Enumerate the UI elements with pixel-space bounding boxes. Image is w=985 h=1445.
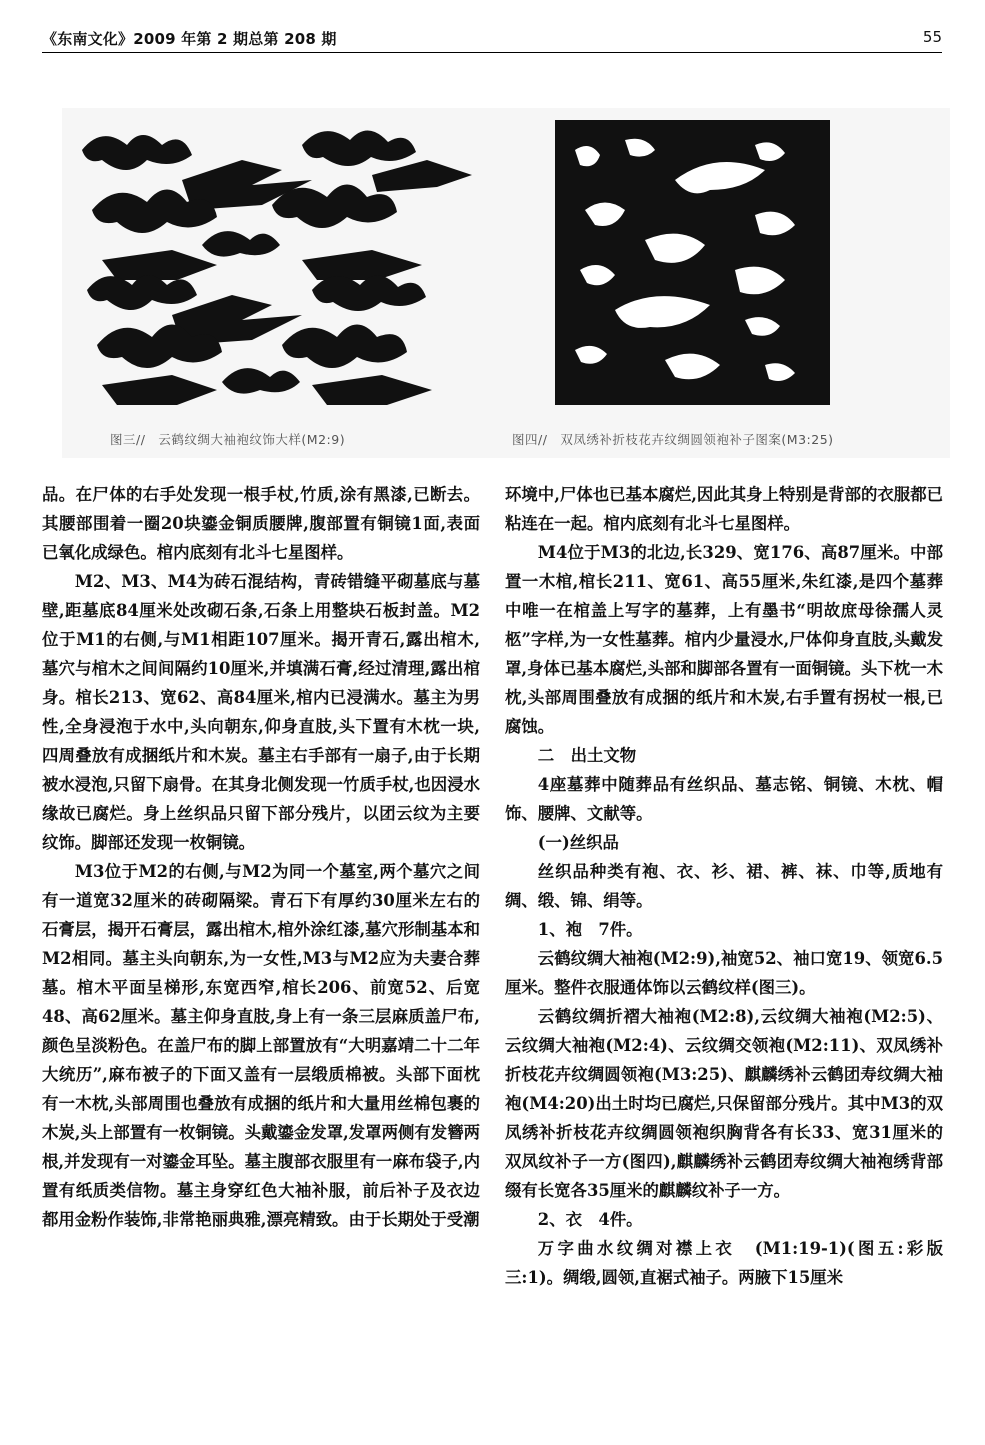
left-column: [42, 480, 480, 1234]
header-rule: [42, 52, 942, 53]
paragraph: 品。在尸体的右手处发现一根手杖,竹质,涂有黑漆,已断去。其腰部围着一圈20块鎏金铜质腰牌,腹部置有铜镜1面,表面已氧化成绿色。棺内底刻有北斗七星图样。: [42, 485, 480, 562]
item-heading: 1、袍 7件。: [537, 920, 643, 939]
paragraph: 万字曲水纹绸对襟上衣 (M1:19-1)(图五:彩版三:1)。绸缎,圆领,直裾式袖子。两腋下15厘米: [505, 1239, 943, 1287]
page-number: 55: [922, 28, 942, 46]
paragraph: 丝织品种类有袍、衣、衫、裙、裤、袜、巾等,质地有绸、缎、锦、绢等。: [505, 862, 943, 910]
section-heading: 二 出土文物: [537, 746, 637, 765]
figure-4-caption: 图四// 双凤绣补折枝花卉纹绸圆领袍补子图案(M3:25): [512, 432, 834, 447]
paragraph: M2、M3、M4为砖石混结构，青砖错缝平砌墓底与墓壁,距墓底84厘米处改砌石条,石条上用整块石板封盖。M2位于M1的右侧,与M1相距107厘米。揭开青石,露出棺木,墓穴与棺木之间间隔约10厘米,并填满石膏,经过清理,露出棺身。棺长213、宽62、高84厘米,棺内已浸满水。墓主为男性,全身浸泡于水中,头向朝东,仰身直肢,头下置有木枕一块,四周叠放有成捆纸片和木炭。墓主右手部有一扇子,由于长期被水浸泡,只留下扇骨。在其身北侧发现一竹质手杖,也因浸水缘故已腐烂。身上丝织品只留下部分残片，以团云纹为主要纹饰。脚部还发现一枚铜镜。: [42, 572, 480, 852]
right-column: [505, 480, 943, 1292]
paragraph: 云鹤纹绸大袖袍(M2:9),袖宽52、袖口宽19、领宽6.5厘米。整件衣服通体饰以云鹤纹样(图三)。: [505, 949, 943, 997]
paragraph: 云鹤纹绸折褶大袖袍(M2:8),云纹绸大袖袍(M2:5)、云纹绸大袖袍(M2:4)、云纹绸交领袍(M2:11)、双凤绣补折枝花卉纹绸圆领袍(M3:25)、麒麟绣补云鹤团寿纹绸大袖袍(M4:20)出土时均已腐烂,只保留部分残片。其中M3的双凤绣补折枝花卉纹绸圆领袍织胸背各有长33、宽31厘米的双凤纹补子一方(图四),麒麟绣补云鹤团寿纹绸大袖袍绣背部缀有长宽各35厘米的麒麟纹补子一方。: [505, 1007, 943, 1200]
paragraph: 4座墓葬中随葬品有丝织品、墓志铭、铜镜、木枕、帽饰、腰牌、文献等。: [505, 775, 943, 823]
paragraph: 环境中,尸体也已基本腐烂,因此其身上特别是背部的衣服都已粘连在一起。棺内底刻有北斗七星图样。: [505, 485, 943, 533]
figure-3-crane-pattern: [72, 120, 482, 415]
item-heading: 2、衣 4件。: [537, 1210, 643, 1229]
paragraph: M3位于M2的右侧,与M2为同一个墓室,两个墓穴之间有一道宽32厘米的砖砌隔梁。青石下有厚约30厘米左右的石膏层，揭开石膏层，露出棺木,棺外涂红漆,墓穴形制基本和M2相同。墓主头向朝东,为一女性,M3与M2应为夫妻合葬墓。棺木平面呈梯形,东宽西窄,棺长206、前宽52、后宽48、高62厘米。墓主仰身直肢,身上有一条三层麻质盖尸布,颜色呈淡粉色。在盖尸布的脚上部置放有“大明嘉靖二十二年大统历”,麻布被子的下面又盖有一层缎质棉被。头部下面枕有一木枕,头部周围也叠放有成捆的纸片和大量用丝棉包裹的木炭,头上部置有一枚铜镜。头戴鎏金发罩,发罩两侧有发簪两根,并发现有一对鎏金耳坠。墓主腹部衣服里有一麻布袋子,内置有纸质类信物。墓主身穿红色大袖补服，前后补子及衣边都用金粉作装饰,非常艳丽典雅,漂亮精致。由于长期处于受潮: [42, 862, 480, 1229]
figure-3-caption: 图三// 云鹤纹绸大袖袍纹饰大样(M2:9): [110, 432, 346, 447]
paragraph: M4位于M3的北边,长329、宽176、高87厘米。中部置一木棺,棺长211、宽61、高55厘米,朱红漆,是四个墓葬中唯一在棺盖上写字的墓葬，上有墨书“明故庶母徐孺人灵柩”字样,为一女性墓葬。棺内少量浸水,尸体仰身直肢,头戴发罩,身体已基本腐烂,头部和脚部各置有一面铜镜。头下枕一木枕,头部周围叠放有成捆的纸片和木炭,右手置有拐杖一根,已腐蚀。: [505, 543, 943, 736]
running-header: [42, 28, 942, 56]
journal-citation: 《东南文化》2009 年第 2 期总第 208 期: [42, 30, 337, 48]
subsection-heading: (一)丝织品: [537, 833, 619, 852]
figure-4-phoenix-badge: [555, 120, 830, 405]
